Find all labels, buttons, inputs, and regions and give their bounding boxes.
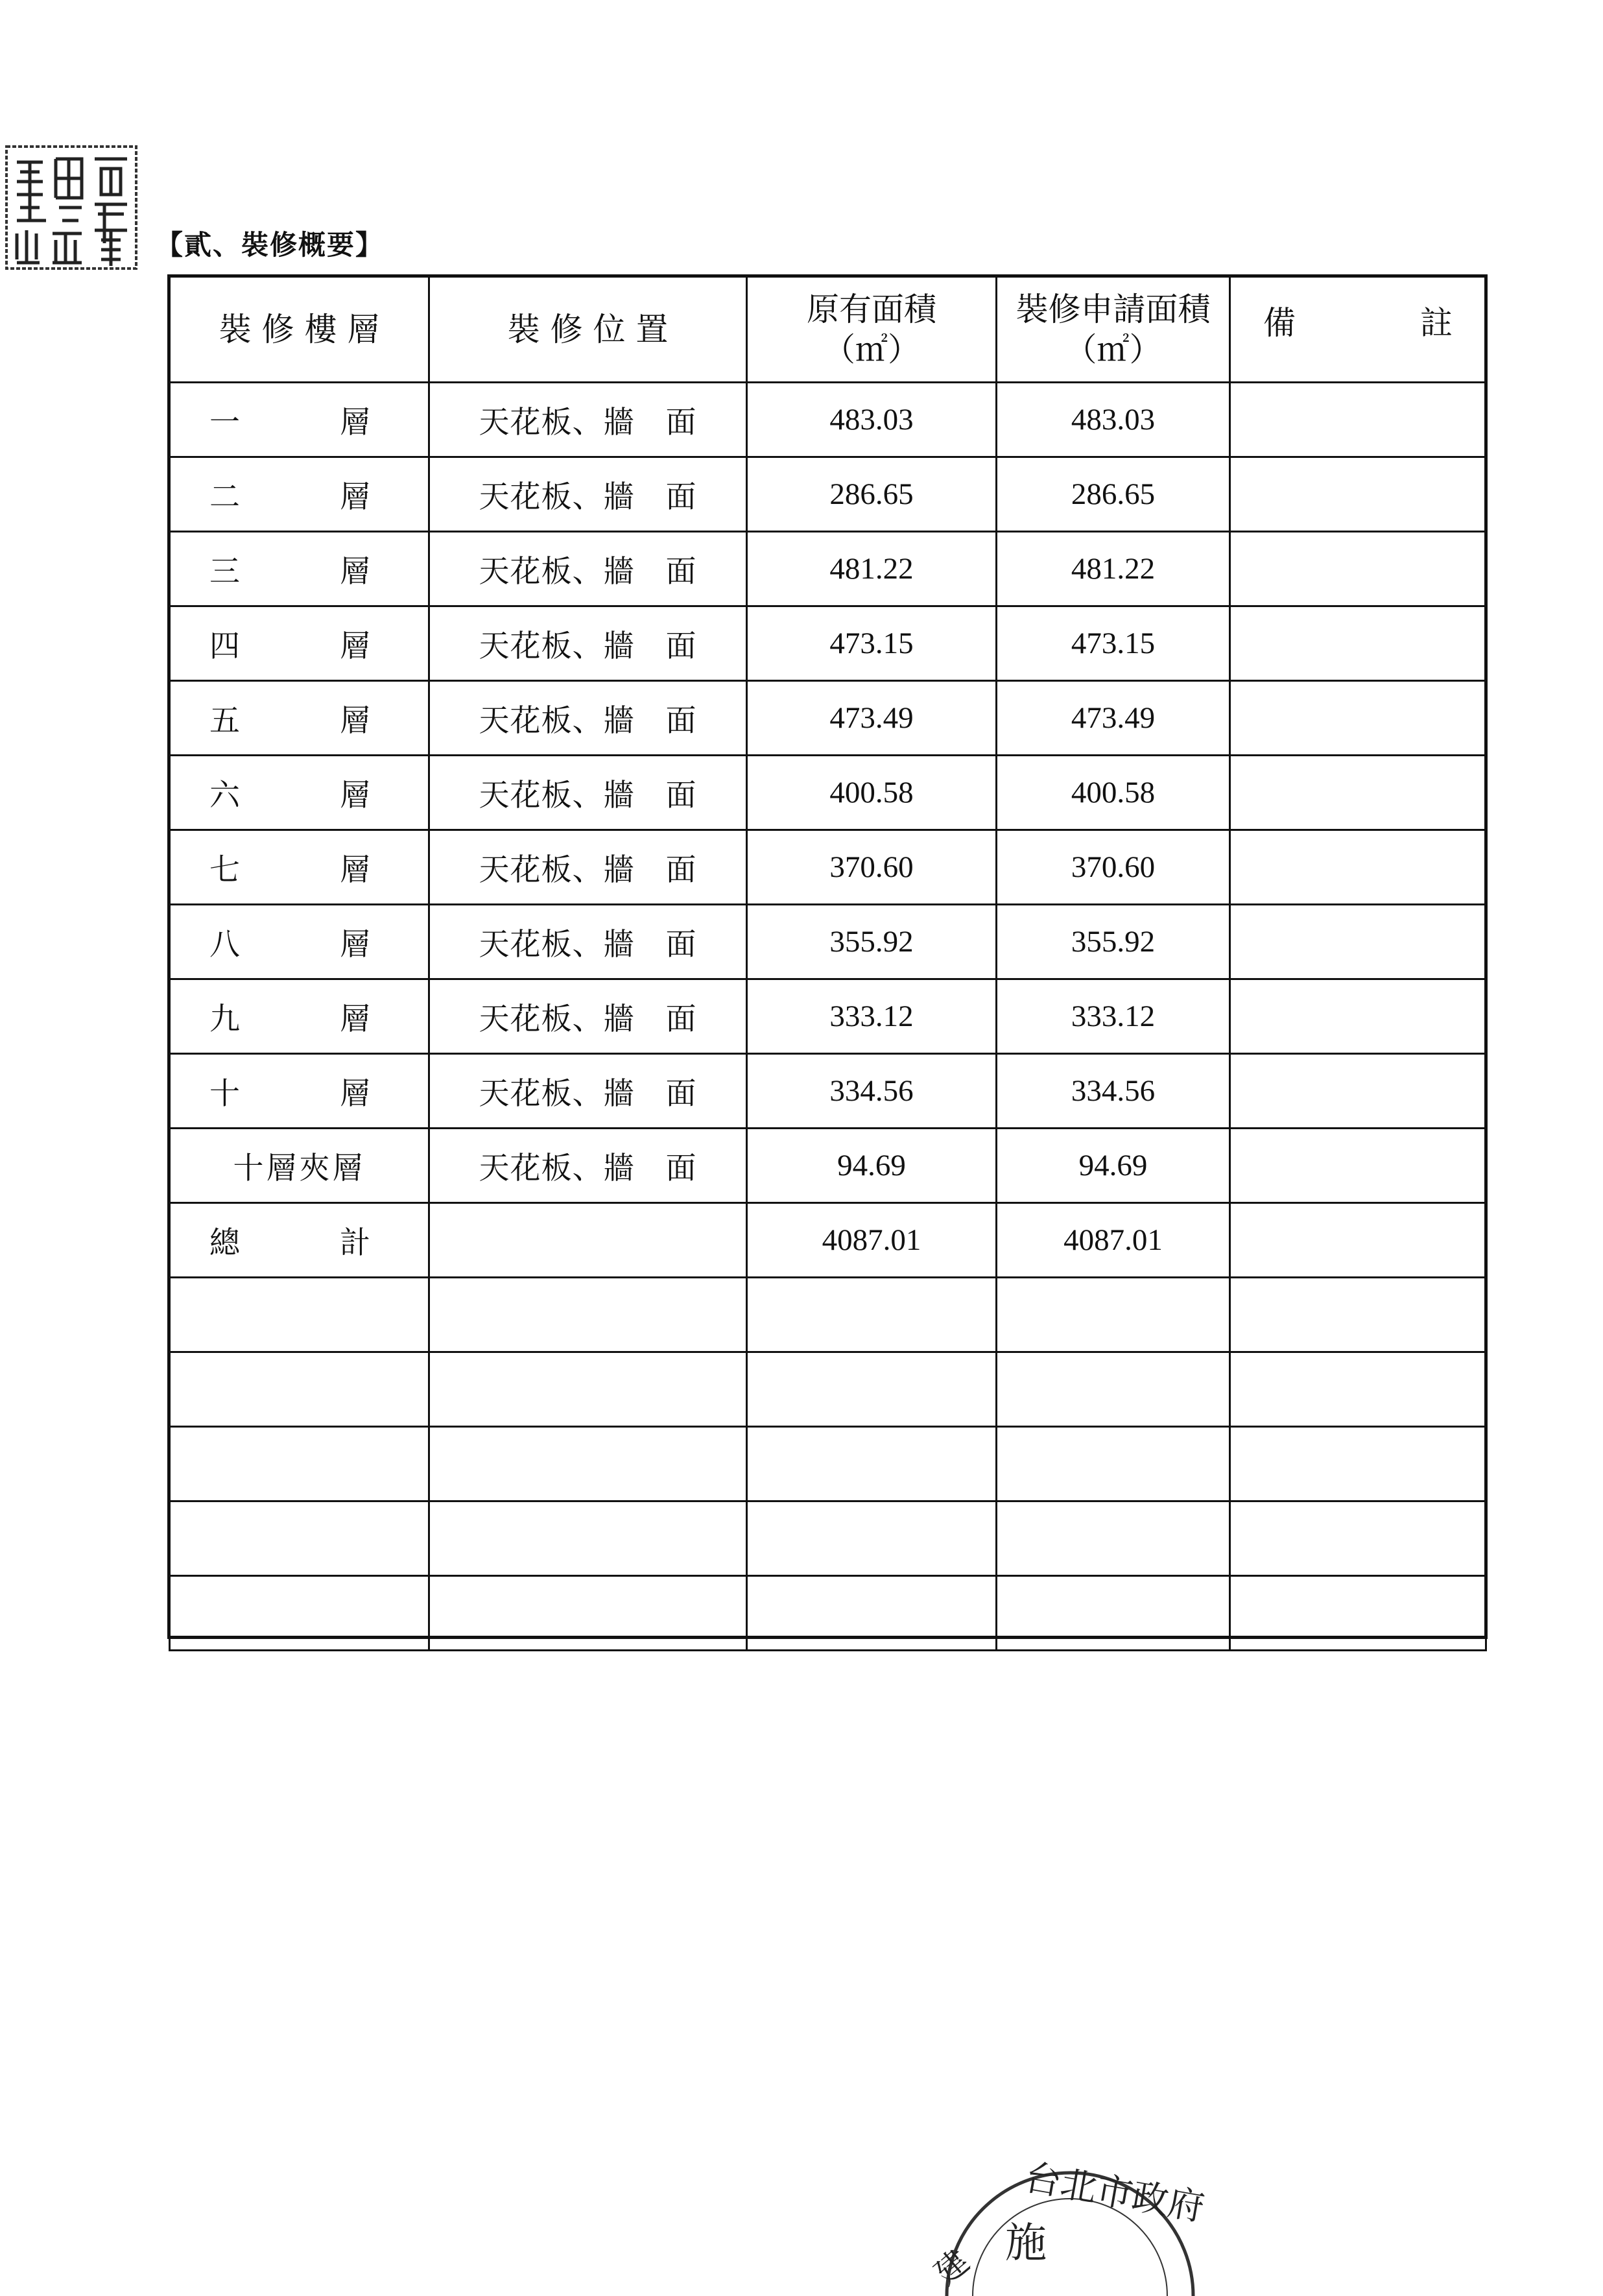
floor-label: 六: [209, 777, 241, 813]
original-area-cell: 94.69: [747, 1129, 997, 1203]
position-cell: 天花板、牆 面: [429, 681, 747, 756]
floor-cell: [170, 457, 429, 532]
position-cell: 天花板、牆 面: [429, 1054, 747, 1129]
table-row: [170, 830, 1486, 905]
header-applied-area-unit: （㎡）: [1064, 331, 1162, 368]
empty-cell: [429, 1576, 747, 1651]
official-round-seal-icon: [908, 2101, 1208, 2296]
original-area-cell: 370.60: [747, 830, 997, 905]
empty-row: [170, 1427, 1486, 1501]
floor-cell: [170, 905, 429, 979]
applied-area-cell: 473.49: [997, 681, 1230, 756]
floor-cell: [170, 606, 429, 681]
original-area-cell: 481.22: [747, 532, 997, 606]
original-area-cell: 400.58: [747, 756, 997, 830]
empty-cell: [429, 1427, 747, 1501]
applied-area-cell: 473.15: [997, 606, 1230, 681]
floor-cell: [170, 979, 429, 1054]
remark-cell: [1230, 756, 1486, 830]
header-remark: [1230, 277, 1486, 383]
header-original-area-label: 原有面積: [807, 290, 936, 328]
remark-cell: [1230, 905, 1486, 979]
position-cell: 天花板、牆 面: [429, 606, 747, 681]
floor-suffix: 層: [340, 1001, 372, 1037]
position-cell: 天花板、牆 面: [429, 756, 747, 830]
floor-suffix: 層: [340, 926, 372, 963]
total-original-area: 4087.01: [747, 1203, 997, 1278]
original-area-cell: 355.92: [747, 905, 997, 979]
applied-area-cell: 400.58: [997, 756, 1230, 830]
empty-row: [170, 1501, 1486, 1576]
applied-area-cell: 286.65: [997, 457, 1230, 532]
header-floor: 裝 修 樓 層: [170, 277, 429, 383]
empty-cell: [1230, 1501, 1486, 1576]
original-area-cell: 286.65: [747, 457, 997, 532]
position-cell: 天花板、牆 面: [429, 830, 747, 905]
empty-cell: [1230, 1427, 1486, 1501]
floor-cell: [170, 830, 429, 905]
empty-cell: [747, 1278, 997, 1352]
seal-text-city: 台北市政府: [1021, 2156, 1208, 2230]
header-applied-area: [997, 277, 1230, 383]
remark-cell: [1230, 457, 1486, 532]
remark-cell: [1230, 606, 1486, 681]
remark-cell: [1230, 830, 1486, 905]
remark-cell: [1230, 1203, 1486, 1278]
empty-row: [170, 1278, 1486, 1352]
empty-cell: [1230, 1576, 1486, 1651]
floor-suffix: 層: [340, 702, 372, 739]
seal-stamp-icon: [4, 143, 140, 272]
empty-cell: [170, 1501, 429, 1576]
table-row: [170, 532, 1486, 606]
floor-label: 十: [209, 1075, 241, 1112]
original-area-cell: 333.12: [747, 979, 997, 1054]
position-cell: 天花板、牆 面: [429, 457, 747, 532]
empty-cell: [747, 1427, 997, 1501]
header-remark-a: 備: [1263, 304, 1296, 342]
table-row: [170, 905, 1486, 979]
floor-cell: [170, 1054, 429, 1129]
table-row: [170, 681, 1486, 756]
empty-cell: [170, 1278, 429, 1352]
position-cell: 天花板、牆 面: [429, 532, 747, 606]
position-cell: 天花板、牆 面: [429, 979, 747, 1054]
remark-cell: [1230, 681, 1486, 756]
empty-cell: [747, 1576, 997, 1651]
floor-cell: [170, 756, 429, 830]
seal-text-2: 施: [1005, 2219, 1047, 2267]
empty-cell: [429, 1352, 747, 1427]
floor-cell: [170, 1129, 429, 1203]
seal-text-3: 建: [927, 2242, 977, 2292]
floor-cell: [170, 681, 429, 756]
remark-cell: [1230, 532, 1486, 606]
empty-cell: [997, 1352, 1230, 1427]
empty-cell: [170, 1427, 429, 1501]
empty-cell: [747, 1501, 997, 1576]
applied-area-cell: 481.22: [997, 532, 1230, 606]
section-title: 【貳、裝修概要】: [156, 229, 385, 261]
header-position: 裝 修 位 置: [429, 277, 747, 383]
empty-cell: [997, 1501, 1230, 1576]
floor-suffix: 層: [340, 1075, 372, 1112]
original-area-cell: 473.15: [747, 606, 997, 681]
table-row: [170, 1054, 1486, 1129]
table-row: [170, 606, 1486, 681]
position-cell: 天花板、牆 面: [429, 383, 747, 457]
renovation-summary-table: [169, 276, 1487, 1651]
floor-label: 十層夾層: [233, 1150, 366, 1186]
total-applied-area: 4087.01: [997, 1203, 1230, 1278]
total-label-cell: [170, 1203, 429, 1278]
position-cell: 天花板、牆 面: [429, 1129, 747, 1203]
remark-cell: [1230, 1054, 1486, 1129]
empty-cell: [429, 1278, 747, 1352]
empty-cell: [170, 1352, 429, 1427]
floor-label: 二: [209, 479, 241, 515]
empty-cell: [997, 1278, 1230, 1352]
empty-row: [170, 1576, 1486, 1651]
empty-cell: [747, 1352, 997, 1427]
floor-label: 七: [209, 852, 241, 888]
table-header-row: [170, 277, 1486, 383]
floor-label: 八: [209, 926, 241, 963]
remark-cell: [1230, 979, 1486, 1054]
empty-row: [170, 1352, 1486, 1427]
remark-cell: [1230, 383, 1486, 457]
header-original-area: [747, 277, 997, 383]
applied-area-cell: 334.56: [997, 1054, 1230, 1129]
original-area-cell: 334.56: [747, 1054, 997, 1129]
floor-label: 五: [209, 702, 241, 739]
empty-cell: [1230, 1278, 1486, 1352]
total-label-a: 總: [209, 1225, 241, 1261]
applied-area-cell: 333.12: [997, 979, 1230, 1054]
original-area-cell: 483.03: [747, 383, 997, 457]
position-cell: [429, 1203, 747, 1278]
floor-suffix: 層: [340, 404, 372, 440]
empty-cell: [170, 1576, 429, 1651]
table-row: [170, 979, 1486, 1054]
applied-area-cell: 483.03: [997, 383, 1230, 457]
applied-area-cell: 370.60: [997, 830, 1230, 905]
floor-suffix: 層: [340, 553, 372, 590]
remark-cell: [1230, 1129, 1486, 1203]
floor-suffix: 層: [340, 777, 372, 813]
original-area-cell: 473.49: [747, 681, 997, 756]
total-row: [170, 1203, 1486, 1278]
table-row: [170, 1129, 1486, 1203]
empty-cell: [997, 1576, 1230, 1651]
table-row: [170, 383, 1486, 457]
table-row: [170, 756, 1486, 830]
floor-cell: [170, 532, 429, 606]
floor-suffix: 層: [340, 479, 372, 515]
table-row: [170, 457, 1486, 532]
empty-cell: [429, 1501, 747, 1576]
floor-suffix: 層: [340, 628, 372, 664]
floor-suffix: 層: [340, 852, 372, 888]
total-label-b: 計: [340, 1225, 372, 1261]
floor-label: 一: [209, 404, 241, 440]
floor-label: 四: [209, 628, 241, 664]
header-applied-area-label: 裝修申請面積: [1015, 290, 1211, 328]
floor-cell: [170, 383, 429, 457]
empty-cell: [997, 1427, 1230, 1501]
header-remark-b: 註: [1420, 304, 1453, 342]
applied-area-cell: 355.92: [997, 905, 1230, 979]
floor-label: 九: [209, 1001, 241, 1037]
position-cell: 天花板、牆 面: [429, 905, 747, 979]
empty-cell: [1230, 1352, 1486, 1427]
header-original-area-unit: （㎡）: [823, 331, 920, 368]
floor-label: 三: [209, 553, 241, 590]
applied-area-cell: 94.69: [997, 1129, 1230, 1203]
